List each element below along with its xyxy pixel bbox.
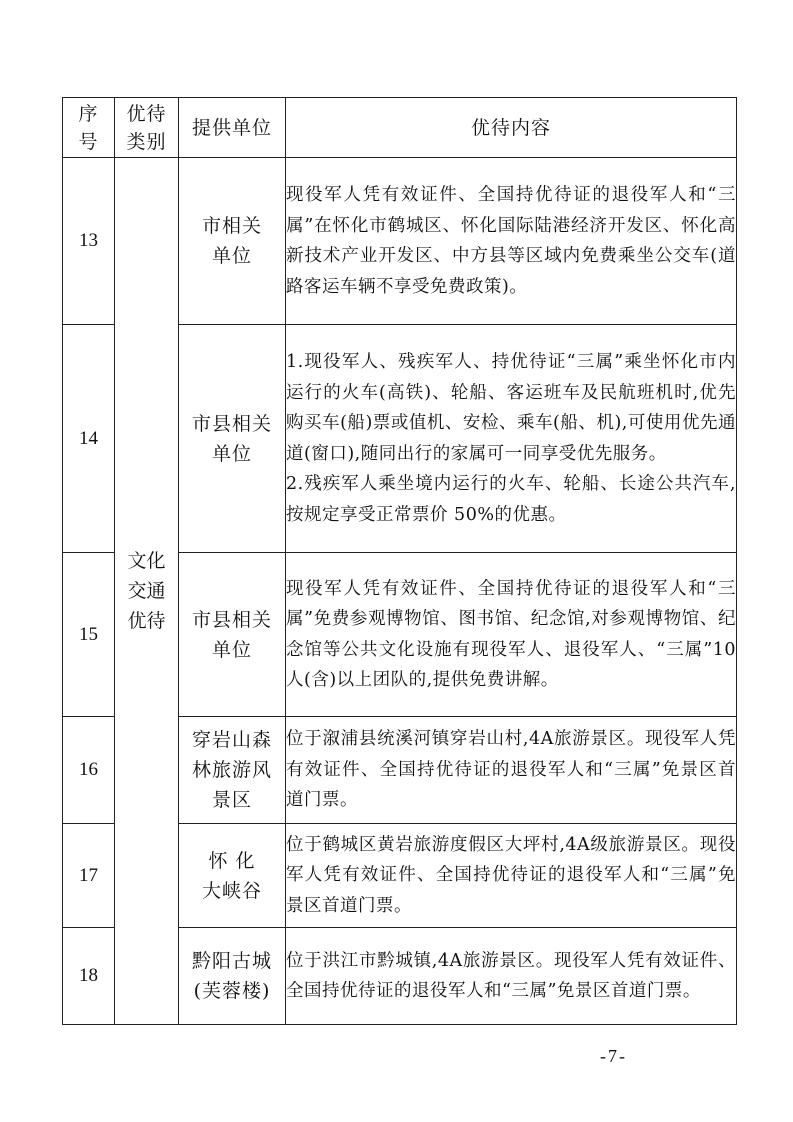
content-cell (286, 325, 737, 553)
row-number: 16 (63, 717, 115, 824)
content-cell (286, 158, 737, 325)
provider-cell: 市相关单位 (179, 158, 286, 325)
benefits-table (62, 97, 737, 1025)
content-cell (286, 717, 737, 824)
row-number: 15 (63, 553, 115, 717)
content-cell (286, 928, 737, 1025)
provider-cell: 黔阳古城(芙蓉楼) (179, 928, 286, 1025)
table-header-row (63, 98, 737, 158)
content-cell (286, 824, 737, 928)
row-number: 17 (63, 824, 115, 928)
table-row (63, 158, 737, 325)
row-number: 14 (63, 325, 115, 553)
header-content: 优待内容 (286, 98, 737, 158)
header-category: 优待类别 (115, 98, 179, 158)
header-index: 序号 (63, 98, 115, 158)
content-cell (286, 553, 737, 717)
provider-cell: 市县相关单位 (179, 325, 286, 553)
provider-cell: 穿岩山森林旅游风景区 (179, 717, 286, 824)
row-number: 13 (63, 158, 115, 325)
provider-cell: 怀 化大峡谷 (179, 824, 286, 928)
content-paragraph: 位于鹤城区黄岩旅游度假区大坪村,4A级旅游景区。现役军人凭有效证件、全国持优待证的退役军人和“三属”免景区首道门票。 (286, 834, 736, 916)
provider-cell: 市县相关单位 (179, 553, 286, 717)
content-paragraph: 位于洪江市黔城镇,4A旅游景区。现役军人凭有效证件、全国持优待证的退役军人和“三属”免景区首道门票。 (286, 950, 736, 1001)
content-paragraph: 现役军人凭有效证件、全国持优待证的退役军人和“三属”免费参观博物馆、图书馆、纪念馆,对参观博物馆、纪念馆等公共文化设施有现役军人、退役军人、“三属”10人(含)以上团队的,提供免费讲解。 (286, 578, 736, 690)
category-cell (115, 158, 179, 1025)
content-paragraph: 1.现役军人、残疾军人、持优待证“三属”乘坐怀化市内运行的火车(高铁)、轮船、客运班车及民航班机时,优先购买车(船)票或值机、安检、乘车(船、机),可使用优先通道(窗口),随同出行的家属可一同享受优先服务。 (286, 352, 736, 464)
content-paragraph: 位于溆浦县统溪河镇穿岩山村,4A旅游景区。现役军人凭有效证件、全国持优待证的退役军人和“三属”免景区首道门票。 (286, 729, 736, 811)
content-paragraph: 现役军人凭有效证件、全国持优待证的退役军人和“三属”在怀化市鹤城区、怀化国际陆港经济开发区、怀化高新技术产业开发区、中方县等区域内免费乘坐公交车(道路客运车辆不享受免费政策)。 (286, 185, 736, 297)
content-paragraph: 2.残疾军人乘坐境内运行的火车、轮船、长途公共汽车,按规定享受正常票价 50%的优惠。 (286, 474, 736, 525)
header-provider: 提供单位 (179, 98, 286, 158)
page-number: -7- (600, 1046, 627, 1066)
category-label: 文化交通优待 (127, 550, 166, 632)
row-number: 18 (63, 928, 115, 1025)
